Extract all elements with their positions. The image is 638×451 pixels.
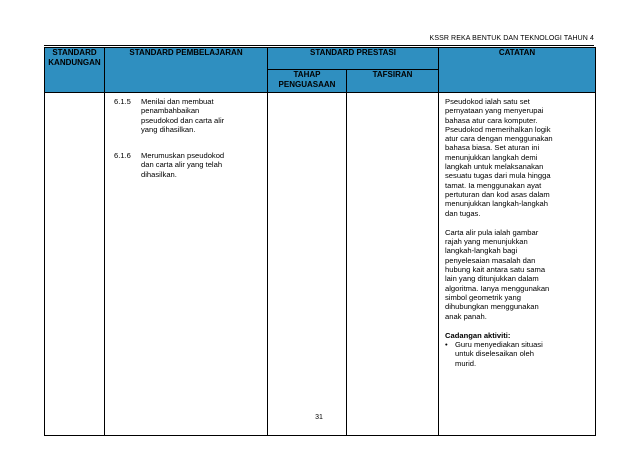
header-catatan: CATATAN [439, 48, 596, 93]
header-standard-pembelajaran: STANDARD PEMBELAJARAN [105, 48, 268, 93]
curriculum-table [44, 47, 596, 436]
activity-heading: Cadangan aktiviti: [445, 330, 511, 340]
activity-bullet-text: Guru menyediakan situasi untuk diselesaikan oleh murid. [455, 340, 543, 368]
learning-standard-item [105, 93, 267, 134]
activity-bullet [445, 340, 589, 368]
learning-standard-text: Merumuskan pseudokod dan carta alir yang telah dihasilkan. [141, 151, 225, 179]
header-standard-prestasi: STANDARD PRESTASI [268, 48, 439, 70]
tahap-penguasaan-cell [268, 93, 347, 436]
header-rule [44, 45, 594, 46]
learning-standard-text: Menilai dan membuat penambahbaikan pseudokod dan carta alir yang dihasilkan. [141, 97, 225, 134]
standard-kandungan-cell [45, 93, 105, 436]
catatan-cell [439, 93, 596, 436]
page-number: 31 [315, 414, 323, 421]
learning-standard-item [105, 147, 267, 179]
standard-pembelajaran-cell [105, 93, 268, 436]
learning-standard-code: 6.1.5 [114, 97, 131, 106]
running-header: KSSR REKA BENTUK DAN TEKNOLOGI TAHUN 4 [429, 35, 594, 42]
bullet-icon: • [445, 340, 448, 350]
notes-paragraph-pseudokod: Pseudokod ialah satu set pernyataan yang menyerupai bahasa atur cara komputer. Pseudokod memerihalkan logik atur cara dengan menggunakan bahasa biasa. Set aturan ini menunjukkan langkah demi langkah untuk melaksanakan sesuatu tugas dari mula hingga tamat. Ia menggunakan ayat pertuturan dan kod asas dalam menunjukkan langkah-langkah dan tugas. [445, 97, 553, 218]
learning-standard-code: 6.1.6 [114, 151, 131, 161]
header-tafsiran: TAFSIRAN [347, 70, 439, 93]
header-standard-kandungan: STANDARD KANDUNGAN [45, 48, 105, 93]
tafsiran-cell [347, 93, 439, 436]
notes-paragraph-carta-alir: Carta alir pula ialah gambar rajah yang menunjukkan langkah-langkah bagi penyelesaian masalah dan hubung kait antara satu sama lain yang ditunjukkan dalam algoritma. Ianya menggunakan simbol geometrik yang dihubungkan menggunakan anak panah. [445, 227, 550, 321]
header-tahap-penguasaan: TAHAP PENGUASAAN [268, 70, 347, 93]
